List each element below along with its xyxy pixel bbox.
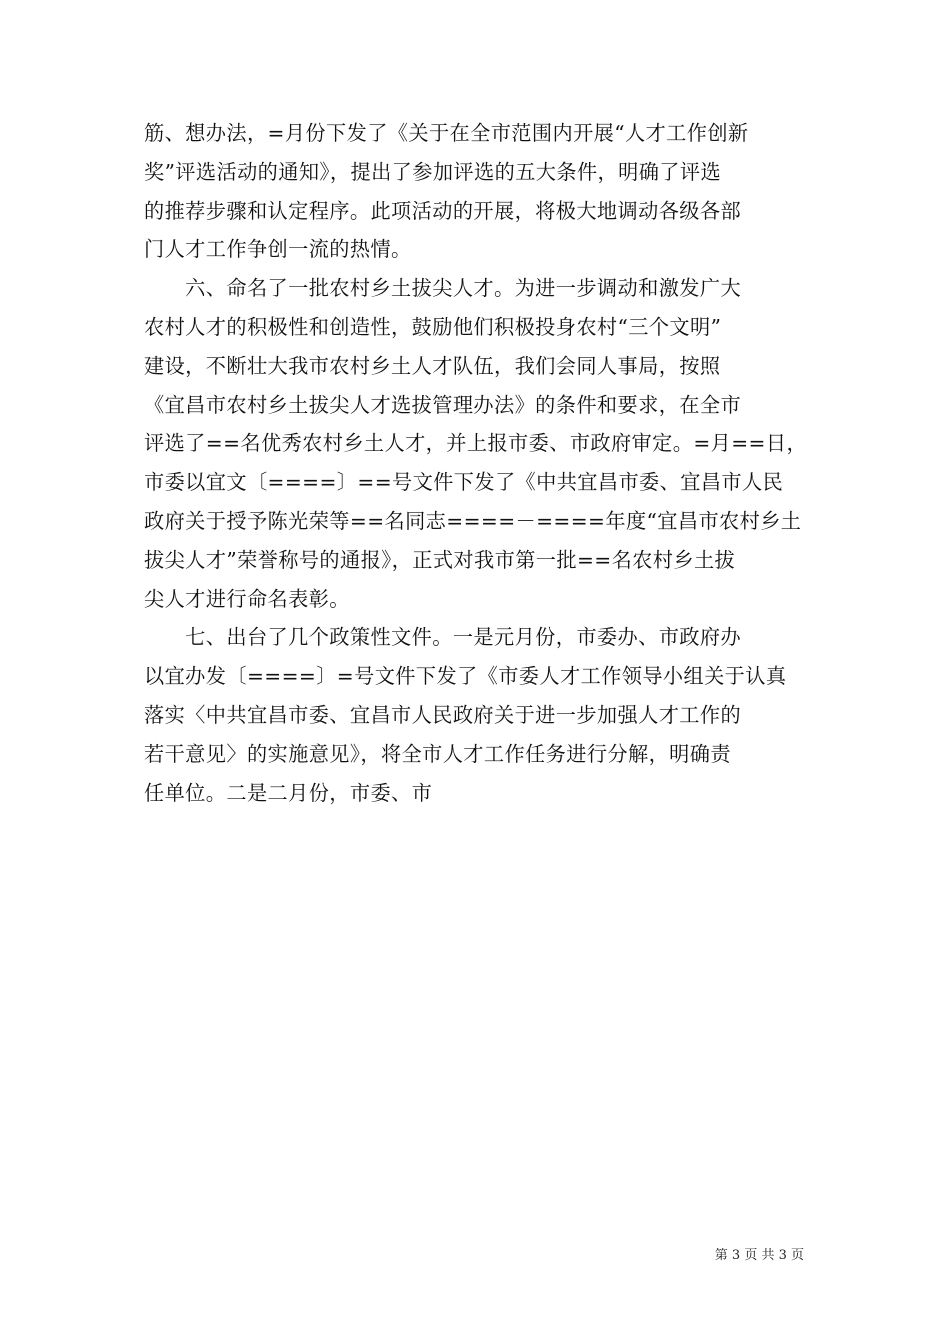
page-number-footer: 第 3 页 共 3 页: [714, 1248, 804, 1263]
text-line: 门人才工作争创一流的热情。: [144, 237, 412, 262]
text-line: 政府关于授予陈光荣等==名同志====－====年度“宜昌市农村乡土: [144, 508, 802, 533]
text-line: 筋、想办法，=月份下发了《关于在全市范围内开展“人才工作创新: [144, 121, 749, 145]
body-text: [144, 114, 814, 812]
paragraph-six-heading-line: 六、命名了一批农村乡土拔尖人才。为进一步调动和激发广大: [144, 276, 742, 301]
text-line: 落实〈中共宜昌市委、宜昌市人民政府关于进一步加强人才工作的: [144, 702, 742, 727]
text-line: 市委以宜文〔====〕==号文件下发了《中共宜昌市委、宜昌市人民: [144, 470, 784, 495]
text-line: 以宜办发〔====〕=号文件下发了《市委人才工作领导小组关于认真: [144, 664, 787, 689]
text-line: 评选了==名优秀农村乡土人才，并上报市委、市政府审定。=月==日，: [144, 431, 808, 456]
text-line: 《宜昌市农村乡土拔尖人才选拔管理办法》的条件和要求，在全市: [144, 392, 742, 417]
text-line: 尖人才进行命名表彰。: [144, 586, 350, 611]
text-line: 拔尖人才”荣誉称号的通报》，正式对我市第一批==名农村乡土拔: [144, 547, 736, 572]
text-line: 的推荐步骤和认定程序。此项活动的开展，将极大地调动各级各部: [144, 198, 742, 223]
paragraph-seven-heading-line: 七、出台了几个政策性文件。一是元月份，市委办、市政府办: [144, 625, 742, 650]
text-line: 建设，不断壮大我市农村乡土人才队伍，我们会同人事局，按照: [144, 353, 721, 378]
text-line: 任单位。二是二月份，市委、市: [144, 780, 433, 805]
text-line: 农村人才的积极性和创造性，鼓励他们积极投身农村“三个文明”: [144, 314, 722, 339]
text-line: 若干意见〉的实施意见》，将全市人才工作任务进行分解，明确责: [144, 741, 731, 766]
text-line: 奖”评选活动的通知》，提出了参加评选的五大条件，明确了评选: [144, 159, 722, 184]
